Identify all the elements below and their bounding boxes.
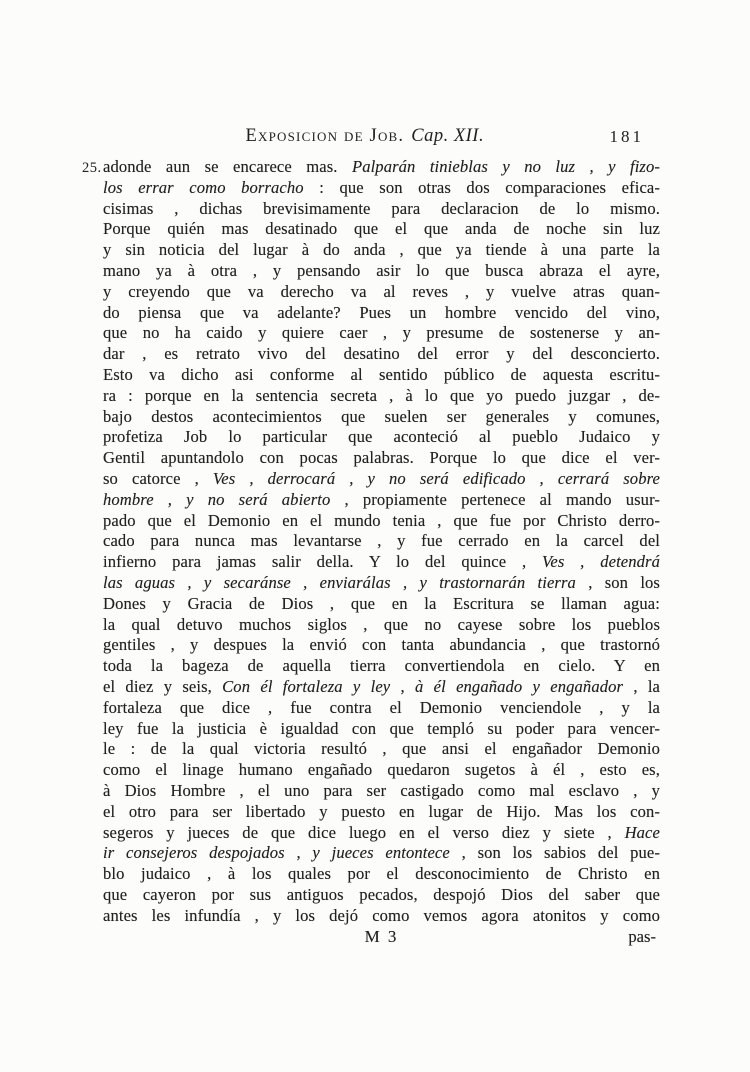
- text-line: [103, 282, 660, 303]
- text-line: [103, 511, 660, 532]
- scripture-quote-italic: hombre , y no será abierto: [103, 489, 331, 509]
- body-text-segment: infierno para jamas salir della. Y lo del quince ,: [103, 552, 542, 572]
- text-line: [103, 677, 660, 698]
- chapter-label: Cap. XII.: [411, 126, 485, 146]
- running-title: Exposicion de Job.: [245, 126, 405, 146]
- body-text-segment: cisimas , dichas brevisimamente para declaracion de lo mismo.: [103, 198, 660, 218]
- text-line: [103, 261, 660, 282]
- text-line: [103, 427, 660, 448]
- body-text-segment: so catorce ,: [103, 468, 213, 488]
- text-line: [103, 635, 660, 656]
- page-header: [103, 126, 660, 156]
- body-text-segment: mano ya à otra , y pensando asir lo que busca abraza el ayre,: [103, 260, 660, 280]
- text-line: [103, 323, 660, 344]
- body-text-segment: , son los sabios del pue-: [449, 843, 661, 863]
- body-text-segment: cado para nunca mas levantarse , y fue cerrado en la carcel del: [103, 531, 660, 551]
- text-line: [103, 802, 660, 823]
- body-text-segment: : que son otras dos comparaciones efica-: [303, 177, 660, 197]
- text-line: [103, 719, 660, 740]
- page-number: 181: [609, 127, 644, 146]
- text-line: [103, 199, 660, 220]
- scripture-quote-italic: Con él fortaleza y ley , à él engañado y engañador: [222, 676, 624, 696]
- text-line: [103, 386, 660, 407]
- body-text-segment: ley fue la justicia è igualdad con que templó su poder para vencer-: [103, 718, 660, 738]
- body-text-segment: à Dios Hombre , el uno para ser castigado como mal esclavo , y: [103, 780, 660, 800]
- text-line: [103, 219, 660, 240]
- running-head: [246, 126, 485, 147]
- body-text-segment: fortaleza que dice , fue contra el Demonio venciendole , y la: [103, 697, 660, 717]
- scripture-quote-italic: Ves , detendrá: [541, 552, 660, 572]
- body-text-segment: dar , es retrato vivo del desatino del error y del desconcierto.: [103, 344, 660, 364]
- body-text-segment: ra : porque en la sentencia secreta , à lo que yo puedo juzgar , de-: [103, 385, 660, 405]
- body-text-segment: el diez y seis,: [103, 676, 223, 696]
- body-text: [82, 157, 661, 926]
- body-text-segment: do piensa que va adelante? Pues un hombre vencido del vino,: [103, 302, 660, 322]
- text-line: [103, 698, 660, 719]
- text-line: [103, 739, 660, 760]
- text-line: [103, 365, 660, 386]
- text-line: [103, 490, 660, 511]
- body-text-segment: la qual detuvo muchos siglos , que no cayese sobre los pueblos: [103, 614, 660, 634]
- body-text-segment: bajo destos acontecimientos que suelen ser generales y comunes,: [103, 406, 660, 426]
- body-text-segment: el otro para ser libertado y puesto en lugar de Hijo. Mas los con-: [103, 801, 660, 821]
- body-text-segment: que cayeron por sus antiguos pecados, despojó Dios del saber que: [103, 884, 660, 904]
- signature-mark: M 3: [364, 927, 399, 947]
- body-text-segment: gentiles , y despues la envió con tanta abundancia , que trastornó: [103, 635, 660, 655]
- body-text-segment: que no ha caido y quiere caer , y presume de sostenerse y an-: [103, 323, 660, 343]
- text-line: [103, 594, 660, 615]
- text-line: [103, 303, 660, 324]
- body-text-segment: Porque quién mas desatinado que el que anda de noche sin luz: [103, 219, 660, 239]
- body-text-segment: y sin noticia del lugar à do anda , que ya tiende à una parte la: [103, 240, 660, 260]
- body-text-segment: Gentil apuntandolo con pocas palabras. Porque lo que dice el ver-: [103, 448, 660, 468]
- text-line: [103, 240, 660, 261]
- text-line: [103, 344, 660, 365]
- text-line: [103, 656, 660, 677]
- body-text-segment: profetiza Job lo particular que aconteció al pueblo Judaico y: [103, 427, 660, 447]
- text-line: [103, 781, 660, 802]
- text-line: [103, 407, 660, 428]
- text-line: [103, 615, 660, 636]
- body-text-segment: blo judaico , à los quales por el desconocimiento de Christo en: [103, 864, 660, 884]
- scripture-quote-italic: los errar como borracho: [103, 177, 304, 197]
- scripture-quote-italic: ir consejeros despojados , y jueces entontece: [103, 843, 450, 863]
- text-line: [103, 864, 660, 885]
- text-line: [103, 157, 660, 178]
- text-block: [82, 126, 661, 949]
- body-text-segment: antes les infundía , y los dejó como vemos agora atonitos y como: [103, 905, 660, 925]
- scripture-quote-italic: Ves , derrocará , y no será edificado , cerrará sobre: [212, 468, 661, 488]
- body-text-segment: le : de la qual victoria resultó , que ansi el engañador Demonio: [103, 739, 660, 759]
- text-line: [103, 906, 660, 927]
- body-text-segment: toda la bageza de aquella tierra convertiendola en cielo. Y en: [103, 656, 660, 676]
- body-text-segment: Esto va dicho asi conforme al sentido público de aquesta escritu-: [103, 364, 660, 384]
- text-line: [103, 469, 660, 490]
- text-line: [103, 178, 660, 199]
- text-line: [103, 573, 660, 594]
- text-line: [103, 760, 660, 781]
- body-text-segment: adonde aun se encarece mas.: [103, 157, 352, 176]
- text-line: [103, 448, 660, 469]
- catchword: pas-: [628, 927, 656, 947]
- body-text-segment: segeros y jueces de que dice luego en el verso diez y siete ,: [103, 822, 625, 842]
- scripture-quote-italic: Palparán tinieblas y no luz , y fizo-: [351, 157, 661, 176]
- body-text-segment: , la: [623, 676, 660, 696]
- text-line: [103, 823, 660, 844]
- verse-number-margin-note: 25.: [82, 160, 102, 176]
- scripture-quote-italic: Hace: [624, 822, 660, 842]
- scripture-quote-italic: las aguas , y secaránse , enviarálas , y trastornarán tierra: [103, 572, 576, 592]
- body-text-segment: como el linage humano engañado quedaron sugetos à él , esto es,: [103, 760, 660, 780]
- text-line: [103, 843, 660, 864]
- body-text-segment: y creyendo que va derecho va al reves , y vuelve atras quan-: [103, 281, 660, 301]
- body-text-segment: , propiamente pertenece al mando usur-: [330, 489, 661, 509]
- body-text-segment: , son los: [575, 572, 660, 592]
- body-text-segment: pado que el Demonio en el mundo tenia , que fue por Christo derro-: [103, 510, 660, 530]
- page-footer: [103, 927, 660, 949]
- text-line: [103, 531, 660, 552]
- text-line: [103, 552, 660, 573]
- body-text-segment: Dones y Gracia de Dios , que en la Escritura se llaman agua:: [103, 593, 660, 613]
- text-line: [103, 885, 660, 906]
